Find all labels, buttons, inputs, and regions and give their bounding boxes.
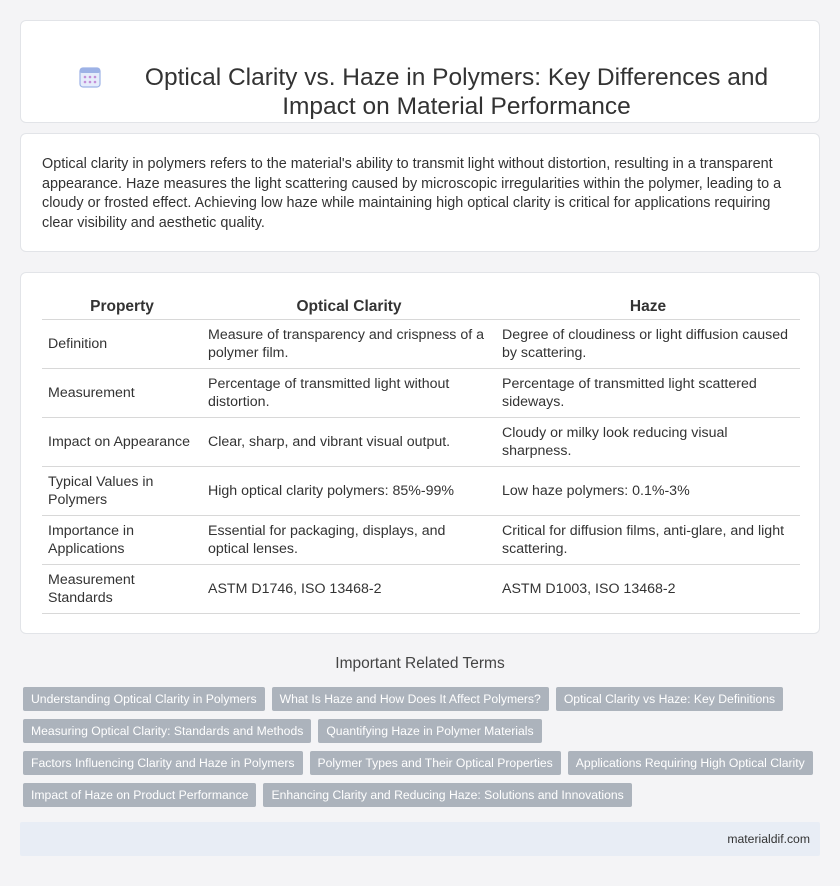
intro-paragraph: Optical clarity in polymers refers to the material's ability to transmit light without distortion, resulting in a transparent appearance. Haze measures the light scattering caused by microscopic irregularities within the polymer, leading to a cloudy or frosted effect. Achieving low haze while maintaining high optical clarity is critical for applications requiring clear visibility and aesthetic quality. bbox=[42, 156, 782, 231]
row-haze: ASTM D1003, ISO 13468-2 bbox=[496, 564, 800, 613]
comparison-table bbox=[42, 297, 800, 614]
table-row bbox=[42, 368, 800, 417]
row-property: Definition bbox=[42, 319, 202, 368]
header-optical-clarity: Optical Clarity bbox=[202, 297, 496, 319]
related-terms-list bbox=[23, 687, 817, 807]
row-haze: Critical for diffusion films, anti-glare, and light scattering. bbox=[496, 515, 800, 564]
related-terms-heading: Important Related Terms bbox=[335, 655, 505, 672]
row-property: Impact on Appearance bbox=[42, 417, 202, 466]
title-card bbox=[20, 20, 820, 123]
row-haze: Percentage of transmitted light scattered sideways. bbox=[496, 368, 800, 417]
row-optical-clarity: Measure of transparency and crispness of a polymer film. bbox=[202, 319, 496, 368]
table-row bbox=[42, 515, 800, 564]
comparison-card bbox=[20, 272, 820, 634]
row-haze: Degree of cloudiness or light diffusion caused by scattering. bbox=[496, 319, 800, 368]
related-term-link[interactable]: Polymer Types and Their Optical Properties bbox=[310, 751, 561, 775]
page-title: Optical Clarity vs. Haze in Polymers: Key Differences and Impact on Material Performance bbox=[144, 64, 769, 120]
row-property: Importance in Applications bbox=[42, 515, 202, 564]
header-property: Property bbox=[42, 297, 202, 319]
row-optical-clarity: Clear, sharp, and vibrant visual output. bbox=[202, 417, 496, 466]
table-row bbox=[42, 417, 800, 466]
row-haze: Low haze polymers: 0.1%-3% bbox=[496, 466, 800, 515]
related-term-link[interactable]: Understanding Optical Clarity in Polymers bbox=[23, 687, 265, 711]
related-term-link[interactable]: Factors Influencing Clarity and Haze in Polymers bbox=[23, 751, 303, 775]
row-optical-clarity: ASTM D1746, ISO 13468-2 bbox=[202, 564, 496, 613]
row-optical-clarity: Essential for packaging, displays, and optical lenses. bbox=[202, 515, 496, 564]
related-term-link[interactable]: What Is Haze and How Does It Affect Polymers? bbox=[272, 687, 549, 711]
row-haze: Cloudy or milky look reducing visual sharpness. bbox=[496, 417, 800, 466]
related-term-link[interactable]: Measuring Optical Clarity: Standards and Methods bbox=[23, 719, 311, 743]
related-term-link[interactable]: Enhancing Clarity and Reducing Haze: Solutions and Innovations bbox=[263, 783, 631, 807]
related-term-link[interactable]: Optical Clarity vs Haze: Key Definitions bbox=[556, 687, 783, 711]
related-term-link[interactable]: Impact of Haze on Product Performance bbox=[23, 783, 256, 807]
intro-card bbox=[20, 133, 820, 252]
table-row bbox=[42, 564, 800, 613]
table-header-row bbox=[42, 297, 800, 319]
row-optical-clarity: Percentage of transmitted light without distortion. bbox=[202, 368, 496, 417]
calendar-grid-icon bbox=[78, 65, 102, 89]
row-optical-clarity: High optical clarity polymers: 85%-99% bbox=[202, 466, 496, 515]
row-property: Measurement bbox=[42, 368, 202, 417]
row-property: Measurement Standards bbox=[42, 564, 202, 613]
related-term-link[interactable]: Quantifying Haze in Polymer Materials bbox=[318, 719, 541, 743]
header-haze: Haze bbox=[496, 297, 800, 319]
footer-site-link[interactable]: materialdif.com bbox=[727, 832, 810, 846]
row-property: Typical Values in Polymers bbox=[42, 466, 202, 515]
related-term-link[interactable]: Applications Requiring High Optical Clarity bbox=[568, 751, 813, 775]
table-row bbox=[42, 319, 800, 368]
table-row bbox=[42, 466, 800, 515]
footer bbox=[20, 822, 820, 856]
